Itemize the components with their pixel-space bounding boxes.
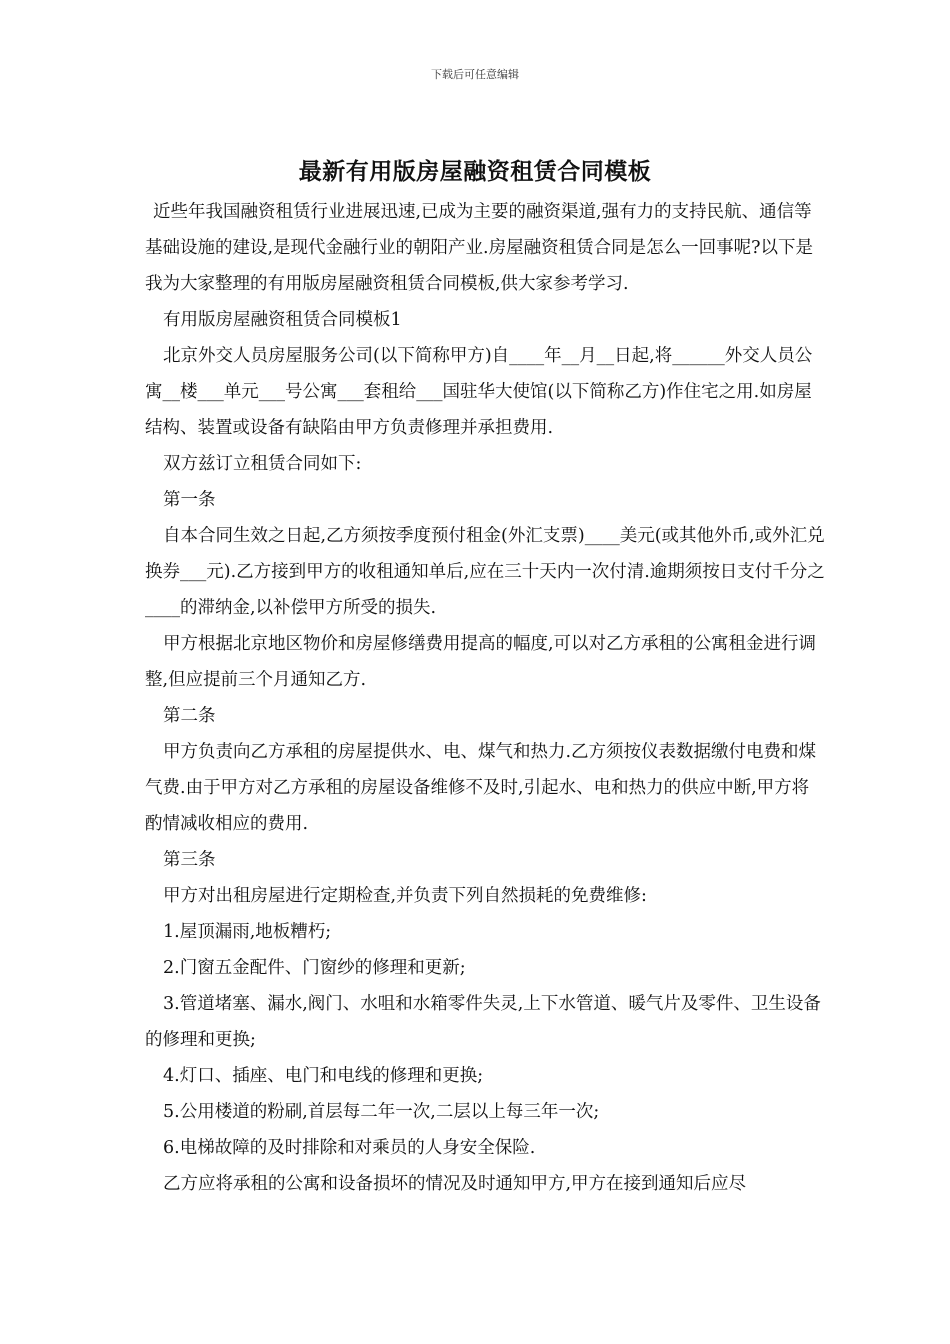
intro-paragraph: 近些年我国融资租赁行业进展迅速,已成为主要的融资渠道,强有力的支持民航、通信等基础设施的建设,是现代金融行业的朝阳产业.房屋融资租赁合同是怎么一回事呢?以下是我为大家整理的有用版房屋融资租赁合同模板,供大家参考学习. <box>145 202 814 294</box>
article-2-paragraph: 甲方负责向乙方承租的房屋提供水、电、煤气和热力.乙方须按仪表数据缴付电费和煤气费.由于甲方对乙方承租的房屋设备维修不及时,引起水、电和热力的供应中断,甲方将酌情减收相应的费用. <box>145 742 817 834</box>
template-heading: 有用版房屋融资租赁合同模板1 <box>163 310 402 330</box>
list-item: 1.屋顶漏雨,地板糟朽; <box>163 922 332 942</box>
parties-paragraph: 北京外交人员房屋服务公司(以下简称甲方)自____年__月__日起,将______外交人员公寓__楼___单元___号公寓___套租给___国驻华大使馆(以下简称乙方)作住宅之用.如房屋结构、装置或设备有缺陷由甲方负责修理并承担费用. <box>145 346 813 438</box>
agreement-intro: 双方兹订立租赁合同如下: <box>163 454 362 474</box>
list-item: 3.管道堵塞、漏水,阀门、水咀和水箱零件失灵,上下水管道、暖气片及零件、卫生设备的修理和更换; <box>145 994 821 1050</box>
list-item: 2.门窗五金配件、门窗纱的修理和更新; <box>163 958 466 978</box>
document-body <box>145 194 825 1202</box>
article-3-heading: 第三条 <box>163 850 216 870</box>
article-3-intro: 甲方对出租房屋进行定期检查,并负责下列自然损耗的免费维修: <box>163 886 647 906</box>
article-1-adjust-paragraph: 甲方根据北京地区物价和房屋修缮费用提高的幅度,可以对乙方承租的公寓租金进行调整,但应提前三个月通知乙方. <box>145 634 817 690</box>
document-title: 最新有用版房屋融资租赁合同模板 <box>298 158 652 185</box>
header-note: 下载后可任意编辑 <box>431 68 519 81</box>
article-2-heading: 第二条 <box>163 706 216 726</box>
closing-paragraph: 乙方应将承租的公寓和设备损坏的情况及时通知甲方,甲方在接到通知后应尽 <box>163 1174 747 1194</box>
article-1-heading: 第一条 <box>163 490 216 510</box>
list-item: 5.公用楼道的粉刷,首层每二年一次,二层以上每三年一次; <box>163 1102 600 1122</box>
article-1-rent-paragraph: 自本合同生效之日起,乙方须按季度预付租金(外汇支票)____美元(或其他外币,或外汇兑换券___元).乙方接到甲方的收租通知单后,应在三十天内一次付清.逾期须按日支付千分之____的滞纳金,以补偿甲方所受的损失. <box>145 526 825 618</box>
list-item: 6.电梯故障的及时排除和对乘员的人身安全保险. <box>163 1138 536 1158</box>
list-item: 4.灯口、插座、电门和电线的修理和更换; <box>163 1066 484 1086</box>
